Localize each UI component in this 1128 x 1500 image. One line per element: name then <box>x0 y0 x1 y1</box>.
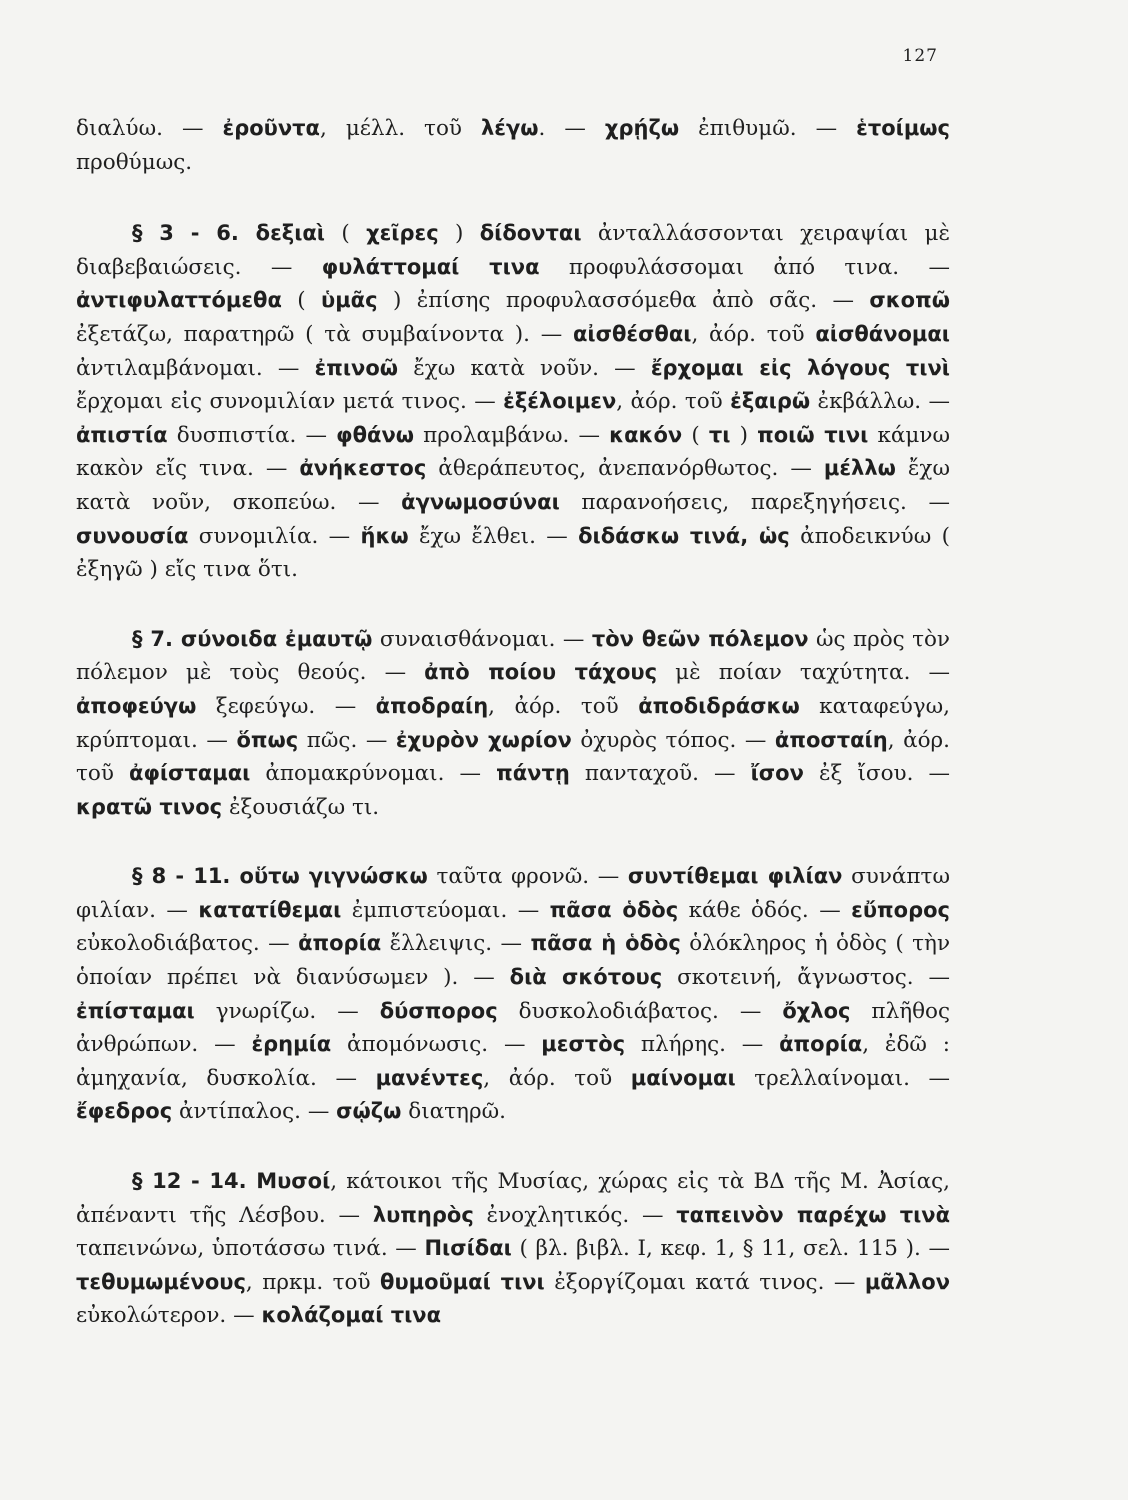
headword: μέλλω <box>823 456 896 481</box>
section-paragraph <box>76 217 950 587</box>
headword: ἔφεδρος <box>76 1099 173 1124</box>
section-paragraph <box>76 860 950 1129</box>
gloss-text: γνωρίζω. — <box>194 998 380 1024</box>
page-number: 127 <box>902 46 938 66</box>
gloss-text: ἐμπιστεύομαι. — <box>341 897 550 923</box>
glossary-text <box>76 112 950 1369</box>
headword: διὰ σκότους <box>509 965 663 990</box>
gloss-text: ἀθεράπευτος, ἀνεπανόρθωτος. — <box>426 456 824 482</box>
headword: εὔπορος <box>851 897 950 922</box>
headword: ὑμᾶς <box>321 288 378 313</box>
gloss-text: εὐκολώτερον. — <box>76 1303 262 1329</box>
headword: σύνοιδα ἐμαυτῷ <box>180 626 373 651</box>
headword: πᾶσα ὁδὸς <box>549 897 679 922</box>
headword: μᾶλλον <box>864 1269 951 1294</box>
gloss-text: διατηρῶ. <box>401 1099 506 1125</box>
gloss-text: κάμνω κακὸν εἴς τινα. — <box>76 422 950 482</box>
headword: § 3 - 6. <box>132 221 256 246</box>
gloss-text: ἔλλειψις. — <box>381 931 531 957</box>
gloss-text: προλαμβάνω. — <box>414 422 610 448</box>
headword: ἀνήκεστος <box>299 456 427 481</box>
gloss-text: πῶς. — <box>298 727 396 753</box>
gloss-text: πλῆθος ἀνθρώπων. — <box>76 998 951 1058</box>
headword: λυπηρὸς <box>372 1202 474 1227</box>
headword: ἀπιστία <box>76 422 168 447</box>
headword: ὅπως <box>236 727 299 752</box>
gloss-text: ἀνταλλάσσονται χειραψίαι μὲ διαβεβαιώσεις. — <box>76 221 950 280</box>
headword: ἐξέλοιμεν <box>503 389 617 414</box>
gloss-text: ἐπιθυμῶ. — <box>679 116 857 141</box>
gloss-text: ( <box>682 422 709 448</box>
headword: ἀφίσταμαι <box>129 761 251 786</box>
gloss-text: ἐξ ἴσου. — <box>803 761 951 787</box>
headword: ἐπίσταμαι <box>76 998 195 1023</box>
headword: λέγω <box>480 116 539 140</box>
headword: Πισίδαι <box>424 1236 512 1261</box>
gloss-text: ταπεινώνω, ὑποτάσσω τινά. — <box>76 1236 425 1262</box>
headword: ἀπὸ ποίου τάχους <box>424 660 658 685</box>
headword: συντίθεμαι φιλίαν <box>627 864 843 889</box>
gloss-text: ὡς πρὸς τὸν πόλεμον μὲ τοὺς θεούς. — <box>76 626 951 686</box>
headword: κακόν <box>609 422 683 447</box>
gloss-text: ἔχω κατὰ νοῦν, σκοπεύω. — <box>76 456 950 515</box>
gloss-text: πλήρης. — <box>625 1032 780 1058</box>
headword: κολάζομαί τινα <box>261 1303 442 1328</box>
gloss-text: , ἀόρ. τοῦ <box>76 727 951 787</box>
gloss-text: ἔχω κατὰ νοῦν. — <box>398 355 651 381</box>
gloss-text: ( <box>325 221 367 247</box>
headword: ἐπινοῶ <box>314 355 399 380</box>
headword: φυλάττομαί τινα <box>321 254 540 279</box>
gloss-text: , ἐδῶ : ἀμηχανία, δυσκολία. — <box>76 1032 950 1091</box>
gloss-text: ἀντίπαλος. — <box>172 1099 337 1125</box>
headword: § 8 - 11. <box>132 864 240 889</box>
headword: ἥκω <box>360 523 409 548</box>
gloss-text: συνομιλία. — <box>188 523 361 549</box>
gloss-text: ἀπομόνωσις. — <box>331 1032 542 1058</box>
gloss-text: , ἀόρ. τοῦ <box>488 693 639 719</box>
gloss-text: , πρκμ. τοῦ <box>245 1269 381 1295</box>
headword: τι <box>708 422 731 447</box>
headword: μαίνομαι <box>630 1065 736 1090</box>
headword: κατατίθεμαι <box>198 897 342 922</box>
gloss-text: ἀπομακρύνομαι. — <box>250 761 497 787</box>
headword: ἀποδιδράσκω <box>638 693 800 718</box>
gloss-text: εὐκολοδιάβατος. — <box>76 931 299 957</box>
headword: αἰσθέσθαι <box>572 321 692 346</box>
headword: ταπεινὸν παρέχω τινὰ <box>676 1202 951 1227</box>
headword: μεστὸς <box>541 1032 626 1057</box>
headword: Μυσοί <box>256 1169 331 1194</box>
headword: διδάσκω τινά, ὡς <box>578 523 790 548</box>
gloss-text: ἐξοργίζομαι κατά τινος. — <box>544 1269 865 1295</box>
headword: ἐξαιρῶ <box>730 389 811 414</box>
gloss-text: ἐξουσιάζω τι. <box>222 794 380 820</box>
headword: ἔρχομαι εἰς λόγους τινὶ <box>650 355 950 380</box>
headword: ποιῶ τινι <box>757 422 869 447</box>
gloss-text: ἐνοχλητικός. — <box>473 1202 677 1228</box>
headword: ἴσον <box>750 761 804 786</box>
headword: ἀποφεύγω <box>76 693 197 718</box>
headword: σκοπῶ <box>869 288 950 313</box>
gloss-text: ἐξετάζω, παρατηρῶ ( τὰ συμβαίνοντα ). — <box>76 321 573 347</box>
headword: πᾶσα ἡ ὁδὸς <box>530 931 681 956</box>
gloss-text: , μέλλ. τοῦ <box>319 116 481 141</box>
gloss-text: προθύμως. <box>76 149 193 175</box>
headword: ἀποδραίη <box>375 693 489 718</box>
gloss-text: ἀποδεικνύω ( ἐξηγῶ ) εἴς τινα ὅτι. <box>76 523 951 583</box>
gloss-text: ) <box>730 422 758 448</box>
gloss-text: κάθε ὁδός. — <box>678 897 852 923</box>
headword: ἀντιφυλαττόμεθα <box>76 288 282 313</box>
gloss-text: τρελλαίνομαι. — <box>735 1065 951 1091</box>
headword: δεξιαὶ <box>255 221 325 246</box>
gloss-text: ἔχω ἔλθει. — <box>408 523 579 549</box>
gloss-text: συνάπτω φιλίαν. — <box>76 864 950 923</box>
headword: χεῖρες <box>366 221 439 246</box>
gloss-text: διαλύω. — <box>76 116 223 141</box>
headword: ὄχλος <box>782 998 851 1023</box>
gloss-text: μὲ ποίαν ταχύτητα. — <box>657 660 950 686</box>
headword: ἀποσταίη <box>774 727 888 752</box>
gloss-text: ξεφεύγω. — <box>196 693 376 719</box>
section-paragraph <box>76 1165 950 1333</box>
headword: τὸν θεῶν πόλεμον <box>591 626 809 651</box>
headword: σῴζω <box>336 1099 402 1124</box>
gloss-text: ( βλ. βιβλ. Ι, κεφ. 1, § 11, σελ. 115 ). — <box>511 1236 950 1262</box>
headword: § 12 - 14. <box>132 1169 257 1194</box>
gloss-text: ἀντιλαμβάνομαι. — <box>76 355 315 381</box>
headword: ἑτοίμως <box>856 116 950 140</box>
headword: ἀπορία <box>298 931 382 956</box>
gloss-text: , ἀόρ. τοῦ <box>483 1065 631 1091</box>
gloss-text: ὁλόκληρος ἡ ὁδὸς ( τὴν ὁποίαν πρέπει νὰ διανύσωμεν ). — <box>76 931 951 991</box>
gloss-text: συναισθάνομαι. — <box>372 626 592 652</box>
headword: συνουσία <box>76 523 189 548</box>
headword: πάντῃ <box>496 761 570 786</box>
headword: § 7. <box>132 626 181 651</box>
gloss-text: σκοτεινή, ἄγνωστος. — <box>662 965 950 991</box>
headword: χρῄζω <box>604 116 680 140</box>
headword: ἐροῦντα <box>222 116 320 140</box>
gloss-text: , ἀόρ. τοῦ <box>616 389 731 415</box>
gloss-text: ) <box>438 221 480 247</box>
headword: δίδονται <box>479 221 582 246</box>
gloss-text: ἔρχομαι εἰς συνομιλίαν μετά τινος. — <box>76 389 504 415</box>
gloss-text: ταῦτα φρονῶ. — <box>427 864 628 890</box>
gloss-text: δυσπιστία. — <box>167 422 337 448</box>
gloss-text: ἐκβάλλω. — <box>810 389 950 415</box>
gloss-text: , ἀόρ. τοῦ <box>691 321 816 347</box>
gloss-text: καταφεύγω, κρύπτομαι. — <box>76 693 951 753</box>
headword: δύσπορος <box>379 998 498 1023</box>
gloss-text: ( <box>281 288 322 314</box>
gloss-text: πανταχοῦ. — <box>569 761 751 787</box>
headword: φθάνω <box>336 422 414 447</box>
gloss-text: , κάτοικοι τῆς Μυσίας, χώρας εἰς τὰ ΒΔ τῆς Μ. Ἀσίας, ἀπέναντι τῆς Λέσβου. — <box>76 1169 950 1228</box>
headword: μανέντες <box>375 1065 484 1090</box>
headword: θυμοῦμαί τινι <box>380 1269 545 1294</box>
gloss-text: προφυλάσσομαι ἀπό τινα. — <box>539 254 950 280</box>
headword: ἀγνωμοσύναι <box>401 489 560 514</box>
gloss-text: ) ἐπίσης προφυλασσόμεθα ἀπὸ σᾶς. — <box>377 288 870 314</box>
headword: οὕτω γιγνώσκω <box>239 864 428 889</box>
headword: ἐρημία <box>251 1032 332 1057</box>
headword: αἰσθάνομαι <box>815 321 950 346</box>
headword: κρατῶ τινος <box>76 794 223 819</box>
gloss-text: παρανοήσεις, παρεξηγήσεις. — <box>559 489 950 515</box>
gloss-text: ὀχυρὸς τόπος. — <box>571 727 775 753</box>
headword: ἀπορία <box>779 1032 863 1057</box>
continuation-paragraph <box>76 112 950 179</box>
gloss-text: . — <box>538 116 605 141</box>
headword: τεθυμωμένους <box>76 1269 246 1294</box>
section-paragraph <box>76 623 950 825</box>
gloss-text: δυσκολοδιάβατος. — <box>497 998 783 1024</box>
headword: ἐχυρὸν χωρίον <box>395 727 572 752</box>
